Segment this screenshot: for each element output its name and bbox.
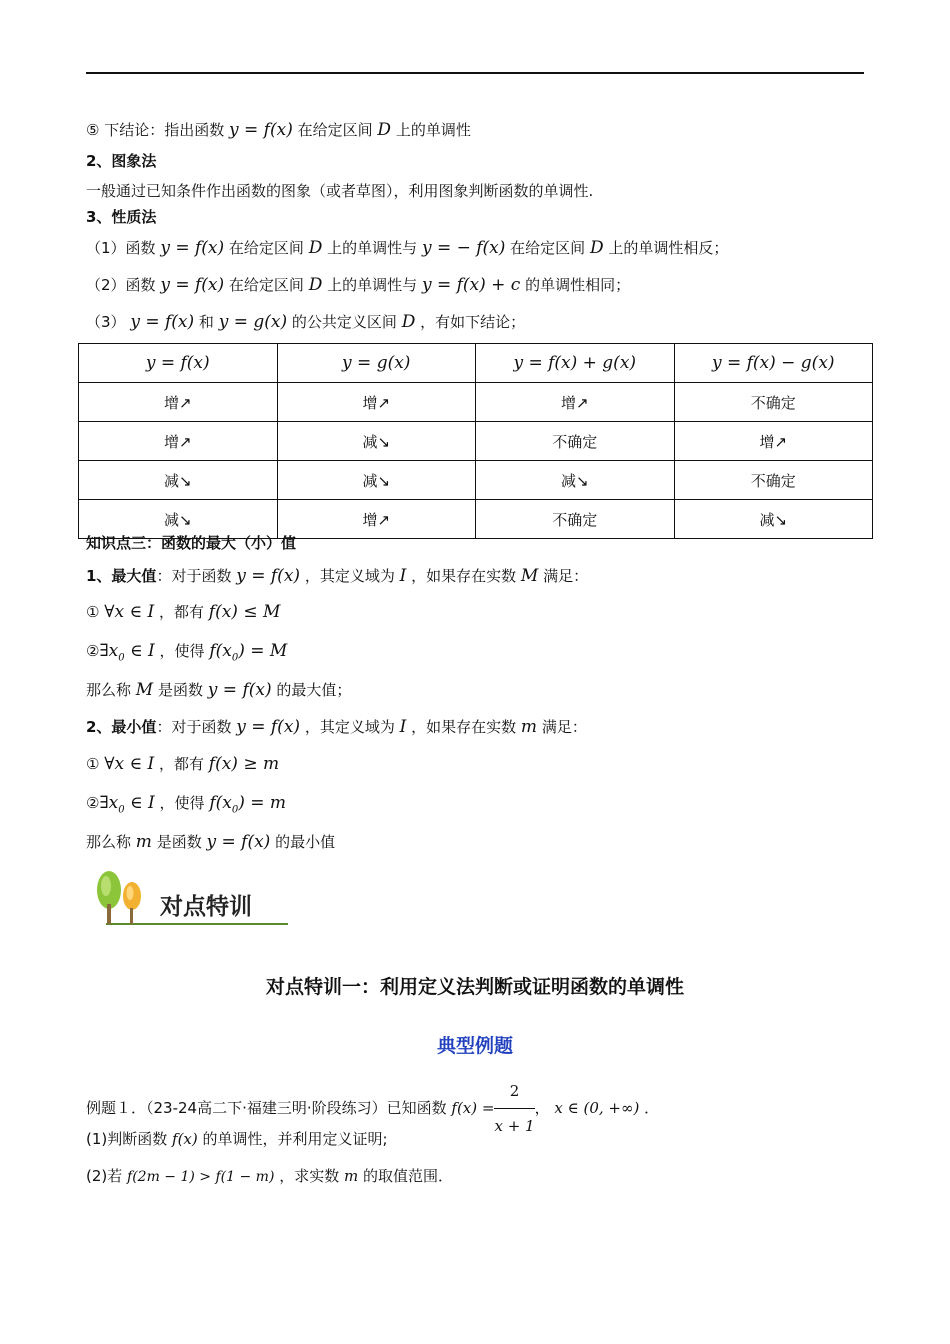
text: 的公共定义区间 [291,313,397,331]
text: 上的单调性与 [327,239,418,257]
text: 的最小值 [275,833,336,851]
text: 在给定区间 [297,121,373,139]
table-cell: 增↗ [674,422,873,461]
math-expr: y = f(x) [160,275,225,295]
table-cell: 减↘ [79,500,278,539]
subscript: 0 [118,652,125,664]
min-label: 2、最小值 [86,718,157,736]
table-cell: 增↗ [79,383,278,422]
math-expr: D [308,275,323,295]
math-expr: y = f(x) [207,680,272,700]
math-expr [99,641,155,664]
text: 上的单调性相反； [608,239,729,257]
table-cell: 不确定 [476,422,675,461]
table-cell: 增↗ [277,500,476,539]
min-conclusion [86,832,335,852]
max-definition [86,566,588,586]
text: ，有如下结论； [420,313,526,331]
text: 上的单调性与 [327,276,418,294]
table-header-row [79,344,873,383]
text: ，求实数 [279,1167,340,1185]
math-expr: ∀x ∈ I [104,602,155,622]
math-expr: D [308,238,323,258]
math-expr: m [344,1167,359,1185]
subscript: 0 [118,804,125,816]
math-expr: M [135,680,154,700]
math-part: ∃x [99,641,119,661]
math-expr: x ∈ (0, +∞) [554,1099,640,1117]
math-expr [99,793,155,816]
table-cell: 不确定 [674,461,873,500]
math-expr: I [399,717,407,737]
monotonicity-table [78,343,873,539]
math-expr: f(x) = [451,1099,495,1117]
text: （2）函数 [86,276,156,294]
text: 的单调性相同； [525,276,631,294]
text: 在给定区间 [510,239,586,257]
table-cell: 增↗ [79,422,278,461]
math-part: ) = m [238,793,287,813]
table-header-cell: y = f(x) + g(x) [476,344,675,383]
max-conclusion [86,680,351,700]
math-expr: y = f(x) [160,238,225,258]
math-expr: f(x) [172,1130,198,1148]
text: ，使得 [159,642,205,660]
min-definition [86,717,587,737]
graph-method-text: 一般通过已知条件作出函数的图象（或者草图），利用图象判断函数的单调性. [86,182,594,200]
math-expr: y = g(x) [218,312,288,332]
condition-marker: ① [86,603,100,621]
text: ，如果存在实数 [411,718,517,736]
math-expr: m [135,832,152,852]
math-expr: y = f(x) + c [421,275,521,295]
text: ，其定义域为 [304,718,395,736]
math-expr: y = f(x) [236,566,301,586]
subscript: 0 [231,652,239,664]
subscript: 0 [231,804,239,816]
math-expr: y = − f(x) [421,238,506,258]
math-expr: D [377,120,392,140]
example-1-question-2 [86,1166,453,1187]
table-cell: 减↘ [277,422,476,461]
math-expr: y = f(x) [206,832,271,852]
section-title: 对点特训一：利用定义法判断或证明函数的单调性 [265,976,684,998]
text: ，都有 [158,755,204,773]
math-part: ∈ I [124,793,155,813]
banner-title: 对点特训 [160,894,252,920]
text: 的取值范围． [363,1167,454,1185]
text: (1)判断函数 [86,1130,168,1148]
text: ，其定义域为 [304,567,395,585]
text: ，如果存在实数 [411,567,517,585]
table-row [79,383,873,422]
text: (2)若 [86,1167,123,1185]
math-expr: m [520,717,538,737]
text: （1）函数 [86,239,156,257]
max-condition-2 [86,641,287,668]
text: 下结论：指出函数 [104,121,225,139]
math-part: ∈ I [124,641,155,661]
max-label: 1、最大值 [86,567,157,585]
math-expr [209,793,287,816]
example-1-question-1 [86,1129,388,1149]
text: 的单调性，并利用定义证明; [202,1130,388,1148]
math-expr: y = f(x) [229,120,293,140]
text: ，使得 [159,794,205,812]
step-marker: ⑤ [86,121,100,139]
math-part: ) = M [238,641,288,661]
table-cell: 减↘ [674,500,873,539]
text: 在给定区间 [228,276,304,294]
condition-marker: ② [86,642,100,660]
text: ， [534,1099,550,1117]
table-header-cell: y = f(x) [79,344,278,383]
graph-method-heading: 2、图象法 [86,152,157,170]
math-part: ∃x [99,793,119,813]
table-cell: 不确定 [674,383,873,422]
table-cell: 不确定 [476,500,675,539]
conclusion-step-line [86,120,471,140]
min-condition-2 [86,793,286,820]
math-expr [209,641,288,664]
math-expr: M [520,566,539,586]
property-method-heading: 3、性质法 [86,208,157,226]
property-item-2 [86,275,630,295]
min-condition-1 [86,754,279,774]
text: 是函数 [158,681,204,699]
text: 是函数 [156,833,202,851]
table-header-cell: y = g(x) [277,344,476,383]
table-header-cell: y = f(x) − g(x) [674,344,873,383]
math-expr: ∀x ∈ I [104,754,155,774]
text: ． [644,1099,660,1117]
text: 的最大值； [276,681,352,699]
math-expr: y = f(x) [236,717,301,737]
text: 例题１．（23-24高二下·福建三明·阶段练习）已知函数 [86,1099,447,1117]
fraction-numerator: 2 [494,1074,534,1109]
math-expr: I [399,566,407,586]
table-row [79,461,873,500]
fraction [494,1074,534,1143]
text: 满足： [543,567,589,585]
math-expr: D [589,238,604,258]
property-item-1 [86,238,728,258]
fraction-denominator: x + 1 [494,1117,535,1135]
condition-marker: ① [86,755,100,773]
math-expr: f(2m − 1) > f(1 − m) [127,1169,275,1185]
max-condition-1 [86,602,280,622]
text: 那么称 [86,833,132,851]
math-expr: f(x) ≤ M [208,602,281,622]
text: ：对于函数 [156,567,232,585]
text: 那么称 [86,681,132,699]
text: ：对于函数 [156,718,232,736]
math-expr: f(x) ≥ m [208,754,280,774]
table-cell: 减↘ [79,461,278,500]
math-part: f(x [209,641,232,661]
knowledge-point-3-heading: 知识点三：函数的最大（小）值 [86,534,297,552]
text: （3） [86,313,126,331]
table-cell: 增↗ [476,383,675,422]
property-item-3 [86,312,525,332]
math-expr: y = f(x) [130,312,195,332]
text: ，都有 [158,603,204,621]
math-part: f(x [209,793,232,813]
table-cell: 减↘ [277,461,476,500]
text: 和 [198,313,214,331]
text: 在给定区间 [228,239,304,257]
table-cell: 增↗ [277,383,476,422]
table-cell: 减↘ [476,461,675,500]
text: 上的单调性 [395,121,471,139]
math-expr: D [401,312,416,332]
typical-examples-title: 典型例题 [436,1035,513,1057]
header-rule [86,72,864,74]
text: 满足： [541,718,587,736]
table-row [79,422,873,461]
condition-marker: ② [86,794,100,812]
